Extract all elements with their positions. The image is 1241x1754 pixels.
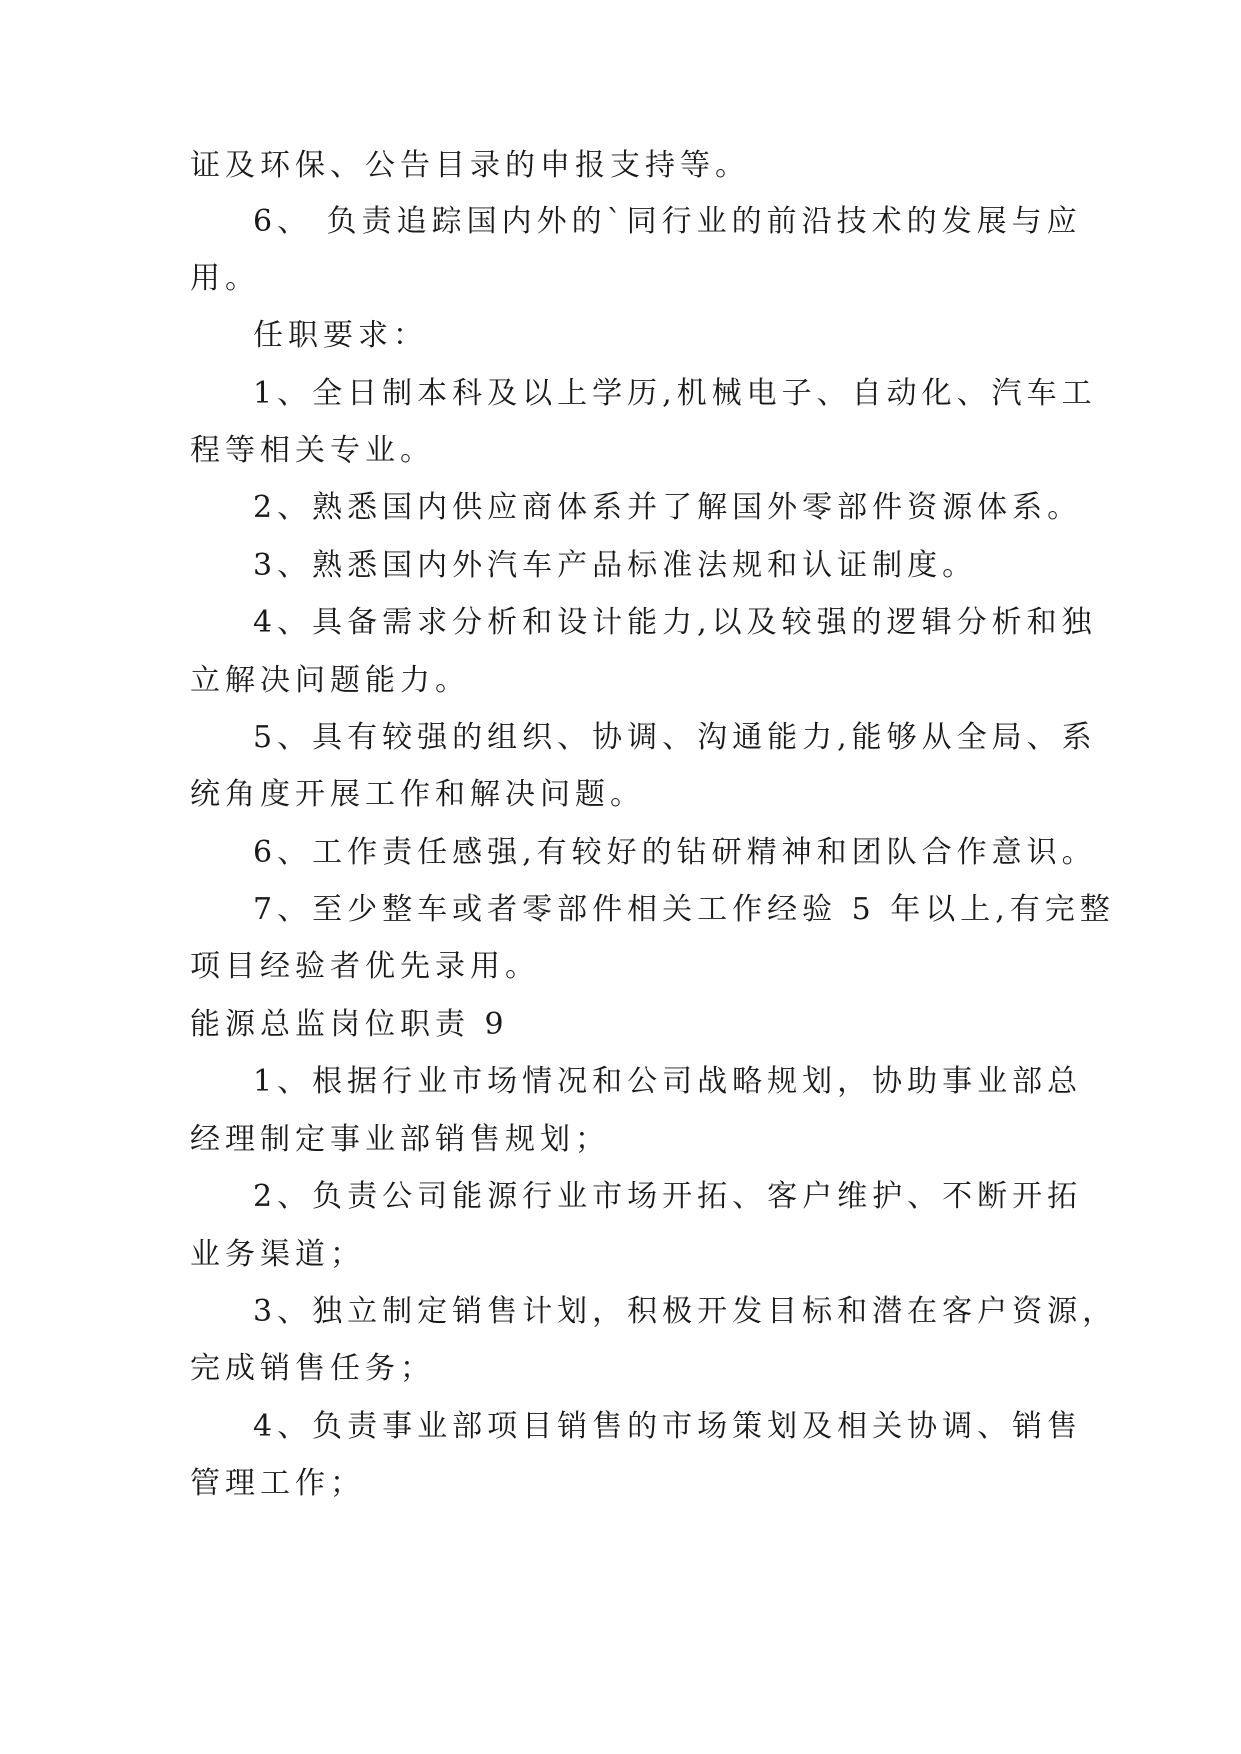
text-line: 3、熟悉国内外汽车产品标准法规和认证制度。 — [253, 548, 978, 583]
text-line: 业务渠道； — [190, 1237, 365, 1272]
text-line: 3、独立制定销售计划，积极开发目标和潜在客户资源， — [253, 1294, 1118, 1329]
text-line: 4、具备需求分析和设计能力,以及较强的逻辑分析和独 — [253, 605, 1097, 640]
text-line: 2、熟悉国内供应商体系并了解国外零部件资源体系。 — [253, 490, 1083, 525]
text-line: 经理制定事业部销售规划； — [190, 1122, 610, 1157]
text-line: 1、全日制本科及以上学历,机械电子、自动化、汽车工 — [253, 376, 1097, 411]
text-line: 5、具有较强的组织、协调、沟通能力,能够从全局、系 — [253, 720, 1097, 755]
text-line: 用。 — [190, 261, 260, 296]
text-line: 程等相关专业。 — [190, 433, 435, 468]
text-line: 1、根据行业市场情况和公司战略规划，协助事业部总 — [253, 1064, 1083, 1099]
text-line: 完成销售任务； — [190, 1351, 435, 1386]
text-line: 统角度开展工作和解决问题。 — [190, 777, 645, 812]
text-line: 证及环保、公告目录的申报支持等。 — [190, 148, 750, 183]
text-line: 4、负责事业部项目销售的市场策划及相关协调、销售 — [253, 1409, 1083, 1444]
text-line: 管理工作； — [190, 1466, 365, 1501]
text-line: 6、工作责任感强,有较好的钻研精神和团队合作意识。 — [253, 835, 1097, 870]
section-heading: 能源总监岗位职责 9 — [190, 1007, 509, 1042]
text-line: 7、至少整车或者零部件相关工作经验 5 年以上,有完整 — [253, 892, 1115, 927]
text-line: 立解决问题能力。 — [190, 663, 470, 698]
section-heading: 任职要求： — [253, 318, 428, 353]
text-line: 2、负责公司能源行业市场开拓、客户维护、不断开拓 — [253, 1179, 1083, 1214]
text-line: 项目经验者优先录用。 — [190, 949, 540, 984]
text-line: 6、 负责追踪国内外的`同行业的前沿技术的发展与应 — [253, 204, 1082, 239]
